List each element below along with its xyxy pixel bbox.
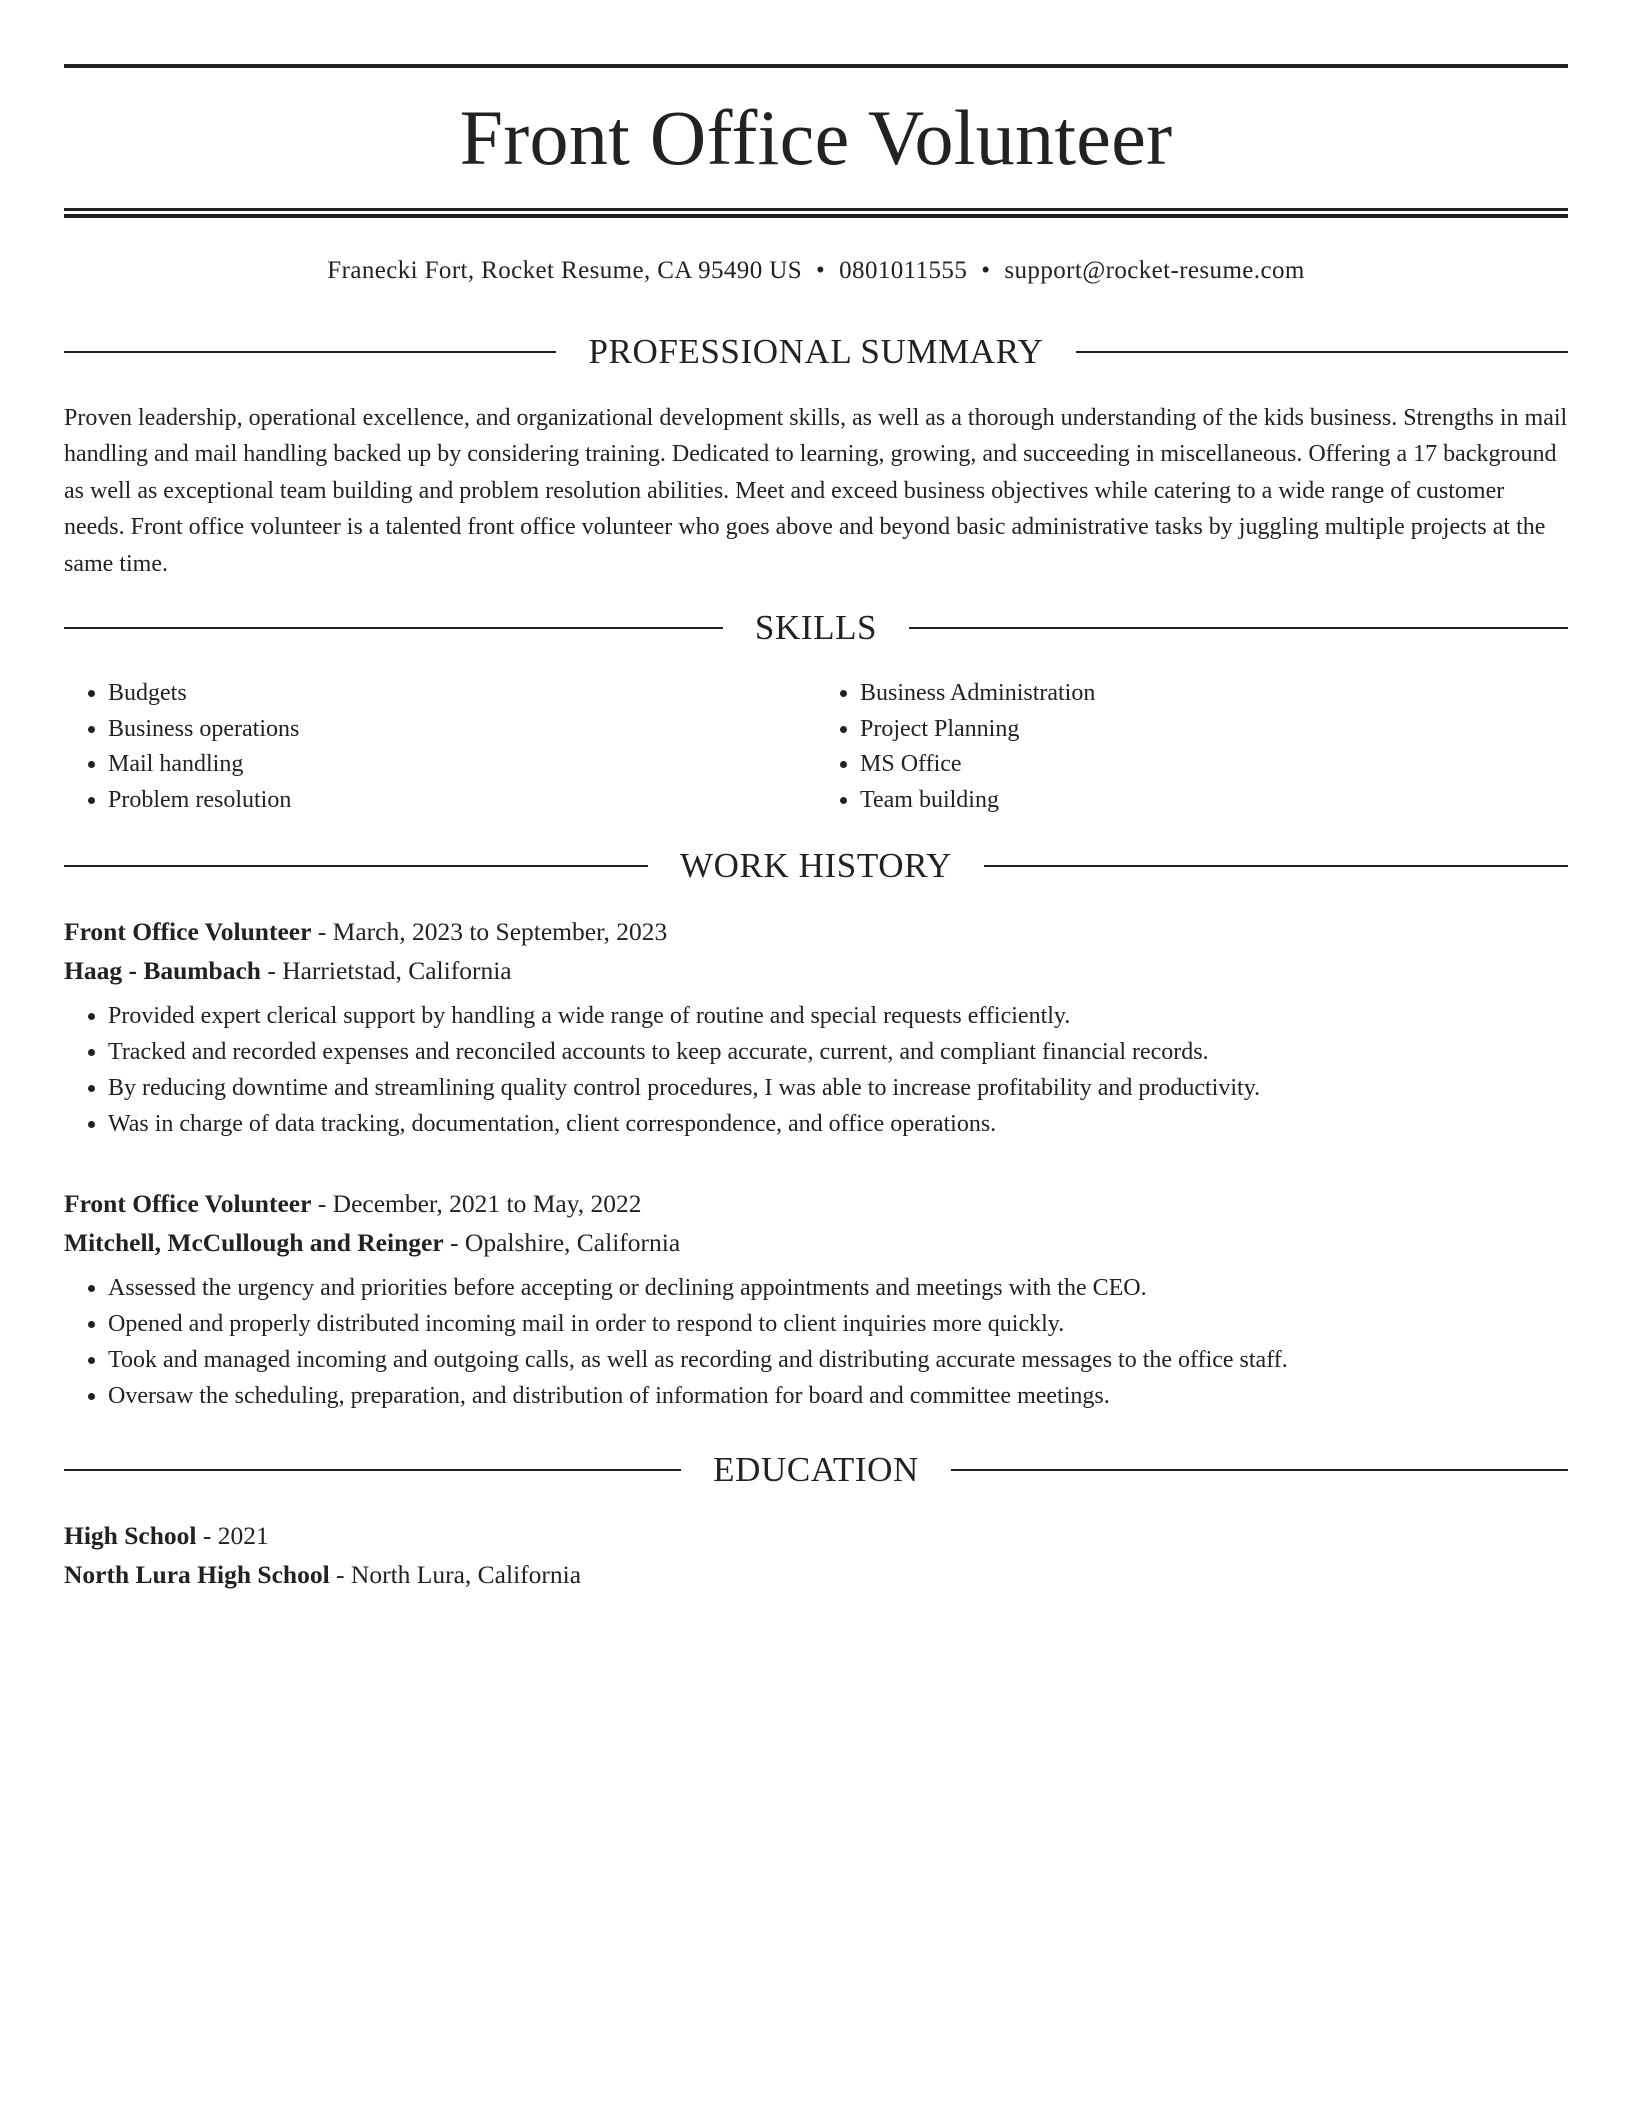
job-company-line xyxy=(64,1223,1568,1262)
skill-item: • Business Administration xyxy=(860,676,1568,712)
job-entry xyxy=(64,912,1568,1142)
job-bullet: • Provided expert clerical support by handling a wide range of routine and special requests efficiently. xyxy=(108,998,1568,1034)
education-school: North Lura High School xyxy=(64,1560,330,1589)
job-bullet: • Was in charge of data tracking, documentation, client correspondence, and office operations. xyxy=(108,1106,1568,1142)
contact-separator: • xyxy=(816,257,826,284)
job-title-line xyxy=(64,912,1568,951)
job-bullet: • Opened and properly distributed incoming mail in order to respond to client inquiries more quickly. xyxy=(108,1306,1568,1342)
job-bullet: • Took and managed incoming and outgoing calls, as well as recording and distributing accurate messages to the office staff. xyxy=(108,1342,1568,1378)
job-role: Front Office Volunteer xyxy=(64,917,312,946)
skills-column-right xyxy=(816,676,1568,819)
summary-heading-label: PROFESSIONAL SUMMARY xyxy=(588,332,1044,371)
skills-heading-label: SKILLS xyxy=(754,608,878,647)
job-bullet: • By reducing downtime and streamlining quality control procedures, I was able to increase profitability and productivity. xyxy=(108,1070,1568,1106)
work-history-section-heading xyxy=(64,846,1568,886)
job-location: - Harrietstad, California xyxy=(260,956,512,985)
job-bullets xyxy=(64,998,1568,1142)
job-role: Front Office Volunteer xyxy=(64,1189,312,1218)
contact-address: Franecki Fort, Rocket Resume, CA 95490 US xyxy=(327,257,802,284)
skill-item: • MS Office xyxy=(860,747,1568,783)
skills-column-left xyxy=(64,676,816,819)
education-entry xyxy=(64,1516,1568,1594)
job-title-line xyxy=(64,1184,1568,1223)
skills-list xyxy=(64,676,1568,819)
heading-rule-right xyxy=(1076,351,1568,353)
education-location: - North Lura, California xyxy=(329,1560,582,1589)
heading-rule-left xyxy=(64,351,556,353)
professional-summary-text: Proven leadership, operational excellence, and organizational development skills, as well as a thorough understanding of the kids business. Strengths in mail handling and mail handling backed up by considering training. Dedicated to learning, growing, and succeeding in miscellaneous. Offering a 17 background as well as exceptional team building and problem resolution abilities. Meet and exceed business objectives while catering to a wide range of customer needs. Front office volunteer is a talented front office volunteer who goes above and beyond basic administrative tasks by juggling multiple projects at the same time. xyxy=(64,405,1568,577)
job-bullet: • Oversaw the scheduling, preparation, and distribution of information for board and committee meetings. xyxy=(108,1378,1568,1414)
education-heading-label: EDUCATION xyxy=(713,1450,919,1489)
job-company: Mitchell, McCullough and Reinger xyxy=(64,1228,444,1257)
skill-item: • Project Planning xyxy=(860,712,1568,748)
skills-section-heading xyxy=(64,608,1568,648)
education-school-line xyxy=(64,1555,1568,1594)
job-bullets xyxy=(64,1270,1568,1414)
heading-rule-right xyxy=(909,627,1568,629)
heading-rule-left xyxy=(64,627,723,629)
contact-email: support@rocket-resume.com xyxy=(1004,257,1305,284)
skill-item: • Mail handling xyxy=(108,747,816,783)
heading-rule-left xyxy=(64,865,648,867)
top-rule xyxy=(64,64,1568,68)
skill-item: • Business operations xyxy=(108,712,816,748)
education-degree: High School xyxy=(64,1521,197,1550)
job-bullet: • Tracked and recorded expenses and reconciled accounts to keep accurate, current, and compliant financial records. xyxy=(108,1034,1568,1070)
skill-item: • Budgets xyxy=(108,676,816,712)
job-bullet: • Assessed the urgency and priorities before accepting or declining appointments and meetings with the CEO. xyxy=(108,1270,1568,1306)
job-entry xyxy=(64,1184,1568,1414)
summary-section-heading xyxy=(64,332,1568,372)
skill-item: • Problem resolution xyxy=(108,783,816,819)
education-year: - 2021 xyxy=(196,1521,269,1550)
resume-title: Front Office Volunteer xyxy=(459,94,1173,181)
job-location: - Opalshire, California xyxy=(443,1228,681,1257)
heading-rule-left xyxy=(64,1469,681,1471)
education-section-heading xyxy=(64,1450,1568,1490)
job-company: Haag - Baumbach xyxy=(64,956,261,985)
contact-separator: • xyxy=(981,257,991,284)
work-history-heading-label: WORK HISTORY xyxy=(680,846,952,885)
heading-rule-right xyxy=(984,865,1568,867)
contact-line xyxy=(64,254,1568,288)
education-degree-line xyxy=(64,1516,1568,1555)
job-company-line xyxy=(64,951,1568,990)
job-dates: - December, 2021 to May, 2022 xyxy=(311,1189,642,1218)
heading-rule-right xyxy=(951,1469,1568,1471)
skill-item: • Team building xyxy=(860,783,1568,819)
job-dates: - March, 2023 to September, 2023 xyxy=(311,917,668,946)
contact-phone: 0801011555 xyxy=(839,257,968,284)
title-double-rule xyxy=(64,208,1568,218)
